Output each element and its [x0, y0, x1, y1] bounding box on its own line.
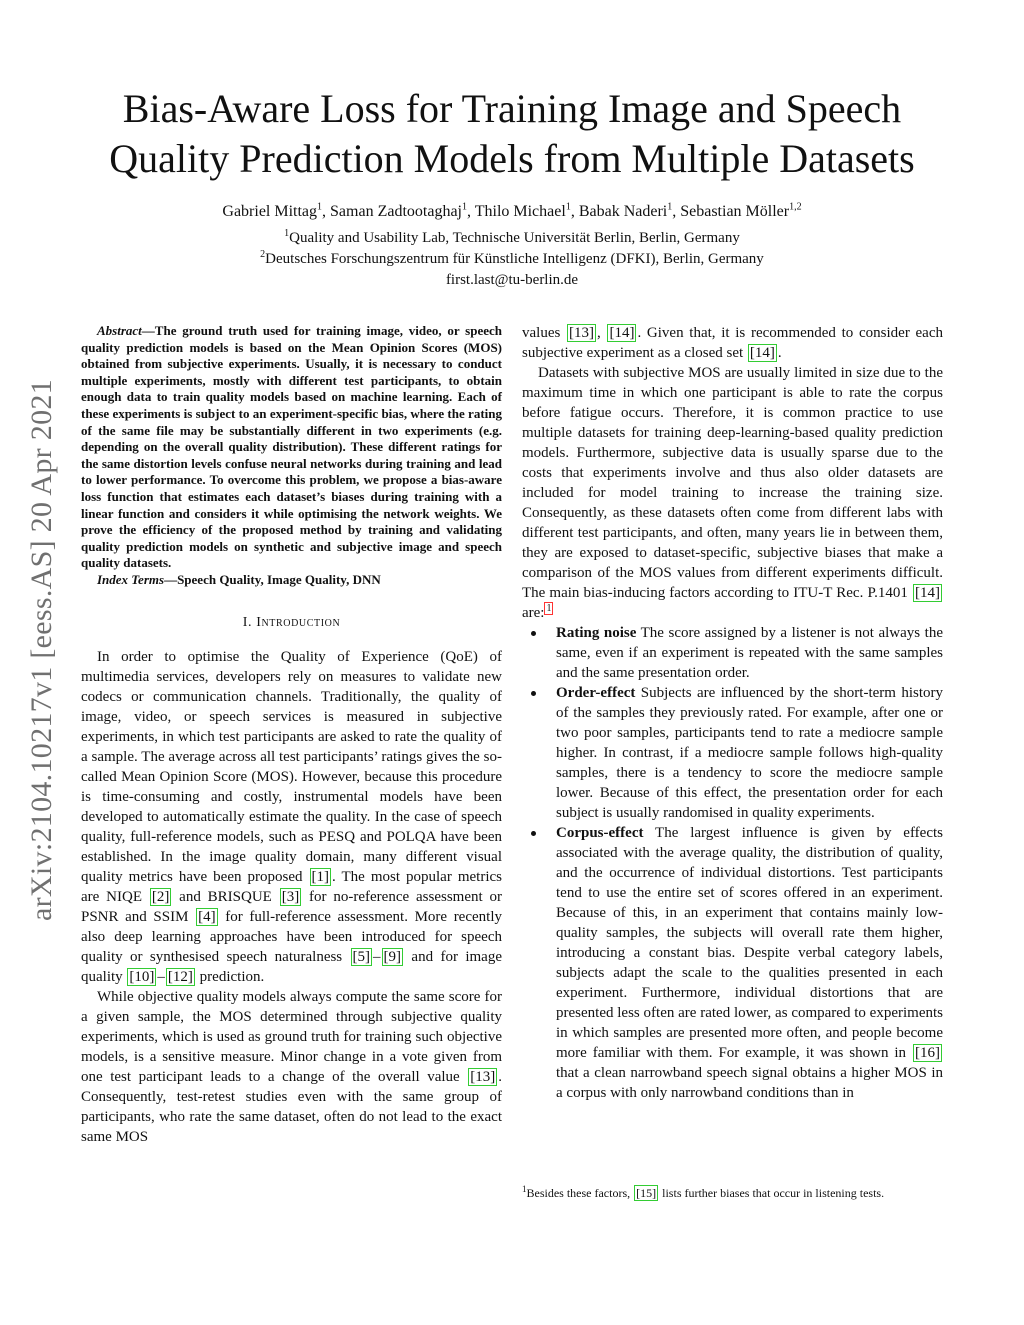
footnote-reference-link[interactable]: 1	[546, 603, 552, 614]
affiliations	[60, 228, 964, 291]
paragraph-text: In order to optimise the Quality of Experience (QoE) of multimedia services, developers rely on measures to validate new codecs or communication channels. Traditionally, the quality of image, video, or speech services is measured in subjective experiments, in which test participants are asked to rate the quality of a sample. The average across all test participants’ ratings gives the so-called Mean Opinion Score (MOS). However, because this procedure is time-consuming and costly, instrumental models have been developed to automatically estimate the quality. In the case of speech quality, full-reference models, such as PESQ and POLQA have been established. In the image quality domain, many different visual quality metrics have been proposed	[81, 648, 502, 885]
paragraph-text: ,	[597, 325, 607, 341]
abstract-label: Abstract	[97, 323, 142, 338]
affiliation-1-text: Quality and Usability Lab, Technische Universität Berlin, Berlin, Germany	[289, 230, 740, 246]
right-column	[522, 323, 943, 1103]
left-column	[81, 323, 502, 1147]
bias-factor-item	[556, 823, 943, 1103]
bias-factor-list	[522, 623, 943, 1103]
citation-link[interactable]: [14]	[915, 585, 940, 601]
paragraph-text: prediction.	[195, 968, 265, 985]
citation-link[interactable]: [14]	[749, 345, 775, 361]
abstract: Abstract—The ground truth used for training image, video, or speech quality prediction models is based on the Mean Opinion Scores (MOS) obtained from subjective experiments. Usually, it is necessary to conduct multiple experiments, mostly with different test participants, to obtain enough data to train quality models based on machine learning. Each of these experiments is subject to an experiment-specific bias, where the rating of the same file may be substantially different in two experiments (e.g. depending on the overall quality distribution). These different ratings for the same distortion levels confuse neural networks during training and lead to lower performance. To overcome this problem, we propose a bias-aware loss function that estimates each dataset’s biases during training with a linear function and considers it while optimising the network weights. We prove the efficiency of the proposed method by training and validating quality prediction models on synthetic and subjective image and speech quality datasets.	[81, 323, 502, 571]
citation-link[interactable]: [9]	[383, 948, 402, 965]
bias-factor-term: Rating noise	[556, 625, 637, 641]
author-affiliation-marker: 1	[462, 201, 467, 213]
affiliation-1	[60, 228, 964, 249]
author-list	[60, 200, 964, 224]
citation-link[interactable]: [2]	[151, 888, 170, 905]
author-name: Gabriel Mittag	[222, 203, 318, 220]
paragraph-text: lists further biases that occur in listening tests.	[659, 1186, 885, 1200]
section-number: I.	[242, 614, 253, 630]
author-name: Sebastian Möller	[680, 203, 790, 220]
citation-link[interactable]: [4]	[198, 908, 216, 925]
paragraph-text: .	[777, 345, 782, 361]
paragraph-text: While objective quality models always compute the same score for a given sample, the MOS determined through subjective quality experiments, which is used as ground truth for training such objective models, is a sensitive measure. Minor change in a vote given from one test participant leads to a change of the overall value	[81, 988, 502, 1085]
paragraph-text: . Consequently, test-retest studies even with the same group of participants, who rate the same dataset, often do not lead to the exact same MOS	[81, 1068, 502, 1145]
paper-title-line-2: Quality Prediction Models from Multiple Datasets	[109, 136, 915, 181]
author-affiliation-marker: 1	[317, 201, 323, 213]
bias-factor-term: Corpus-effect	[556, 825, 644, 841]
citation-link[interactable]: [10]	[129, 968, 155, 985]
affiliation-2-text: Deutsches Forschungszentrum für Künstliche Intelligenz (DFKI), Berlin, Germany	[265, 251, 764, 267]
paragraph-text: Besides these factors,	[526, 1186, 634, 1200]
paragraph-text: and BRISQUE	[172, 888, 279, 905]
paragraph-text: The largest influence is given by effects associated with the average quality, the distribution of quality, and the occurrence of individual distortions. Test participants tend to use the entire set of scores offered in an experiment. Because of this, in an experiment that contains mainly low-quality samples, the subjects will overall rate them higher, introducing a constant bias. Despite verbal category labels, subjects adapt the scale to the qualities presented in each experiment. Furthermore, individual distortions that are presented less often are rated lower, as compared to experiments in which samples are presented more often, and people become more familiar with them. For example, it was shown in	[556, 825, 943, 1061]
citation-link[interactable]: [16]	[915, 1045, 940, 1061]
citation-link[interactable]: [1]	[311, 868, 329, 885]
arxiv-identifier-stamp	[22, 345, 62, 955]
citation-link[interactable]: [5]	[352, 948, 371, 965]
paper-title-line-1: Bias-Aware Loss for Training Image and Speech	[122, 86, 902, 131]
author-affiliation-marker: 1	[667, 201, 673, 213]
author-separator: ,	[467, 203, 475, 220]
paragraph-text: for full-reference assessment. More recently also deep learning approaches have been introduced for speech quality or synthesised speech naturalness	[81, 908, 502, 965]
bias-factor-item	[556, 623, 943, 683]
bias-factor-item	[556, 683, 943, 823]
author-affiliation-marker: 1	[565, 201, 571, 213]
author-name: Saman Zadtootaghaj	[330, 203, 462, 220]
affiliation-2	[60, 249, 964, 270]
paragraph-text: . The most popular metrics are NIQE	[81, 868, 502, 905]
author-separator: ,	[322, 203, 331, 220]
section-title: Introduction	[256, 614, 341, 630]
affiliation-1-marker: 1	[284, 228, 290, 239]
author-name: Babak Naderi	[578, 203, 668, 220]
citation-link[interactable]: [14]	[609, 325, 635, 341]
paragraph-text: are:	[522, 605, 545, 621]
paragraph-text: The score assigned by a listener is not always the same, even if an experiment is repeated with the same samples and the same presentation order.	[556, 625, 943, 681]
footnote-marker: 1	[522, 1184, 527, 1194]
paragraph-text: Subjects are influenced by the short-term history of the samples they previously rated. For example, after one or two poor samples, participants tend to rate a mediocre sample higher. In contrast, if a mediocre sample follows high-quality samples, there is a tendency to score the mediocre sample lower. Because of this effect, the presentation order for each subject is usually randomised in quality experiments.	[556, 685, 944, 821]
bias-factor-term: Order-effect	[556, 685, 636, 701]
index-terms-text: Speech Quality, Image Quality, DNN	[177, 571, 381, 587]
citation-link[interactable]: [13]	[569, 325, 595, 341]
paragraph-text: and for image quality	[81, 948, 502, 985]
arxiv-identifier-text: arXiv:2104.10217v1 [eess.AS] 20 Apr 2021	[25, 379, 59, 921]
affiliation-2-marker: 2	[260, 249, 266, 260]
index-terms: Index Terms—Speech Quality, Image Quality, DNN	[97, 571, 381, 587]
abstract-text: The ground truth used for training image, video, or speech quality prediction models is based on the Mean Opinion Scores (MOS) obtained from subjective experiments. Usually, it is necessary to conduct multiple experiments, mostly with different test participants, to obtain enough data to train quality models based on machine learning. Each of these experiments is subject to an experiment-specific bias, where the rating of the same file may be substantially different in two experiments (e.g. depending on the overall quality distribution). These different ratings for the same distortion levels confuse neural networks during training and lead to lower performance. To overcome this problem, we propose a bias-aware loss function that estimates each dataset’s biases during training with a linear function and considers it while optimising the network weights. We prove the efficiency of the proposed method by training and validating quality prediction models on synthetic and subjective image and speech quality datasets.	[81, 323, 502, 571]
section-heading-introduction	[81, 613, 502, 633]
paragraph-text: Datasets with subjective MOS are usually limited in size due to the maximum time in which one participant is able to rate the corpus before fatigue occurs. Therefore, it is common practice to use multiple datasets for training deep-learning-based quality prediction models. Furthermore, subjective data is usually sparse due to the costs that experiments involve and thus also older datasets are included for model training to increase the training size. Consequently, as these datasets often come from different labs with different test participants, and often, many years lie in between them, they are exposed to dataset-specific, subjective biases that make a comparison of the MOS values from different experiments difficult. The main bias-inducing factors according to ITU-T Rec. P.1401	[522, 365, 943, 601]
citation-link[interactable]: [13]	[470, 1068, 496, 1085]
paragraph-text: –	[373, 948, 381, 965]
right-paragraph-2	[522, 363, 943, 623]
paper-title	[60, 84, 964, 184]
author-affiliation-marker: 1,2	[789, 201, 802, 213]
intro-paragraph-1	[81, 647, 502, 987]
author-name: Thilo Michael	[474, 203, 566, 220]
intro-paragraph-2	[81, 987, 502, 1147]
right-paragraph-1	[522, 323, 943, 363]
author-separator: ,	[570, 203, 579, 220]
paragraph-text: values	[522, 325, 567, 341]
author-email: first.last@tu-berlin.de	[445, 272, 579, 288]
citation-link[interactable]: [3]	[281, 888, 300, 905]
author-separator: ,	[672, 203, 681, 220]
citation-link[interactable]: [12]	[167, 968, 193, 985]
paragraph-text: . Given that, it is recommended to consider each subjective experiment as a closed set	[522, 325, 943, 361]
footnote	[522, 1185, 943, 1201]
index-terms-label: Index Terms	[97, 571, 165, 587]
paragraph-text: that a clean narrowband speech signal obtains a higher MOS in a corpus with only narrowband conditions than in	[556, 1065, 943, 1101]
paragraph-text: –	[157, 968, 165, 985]
paragraph-text: for no-reference assessment or PSNR and SSIM	[81, 888, 502, 925]
citation-link[interactable]: [15]	[636, 1186, 657, 1200]
